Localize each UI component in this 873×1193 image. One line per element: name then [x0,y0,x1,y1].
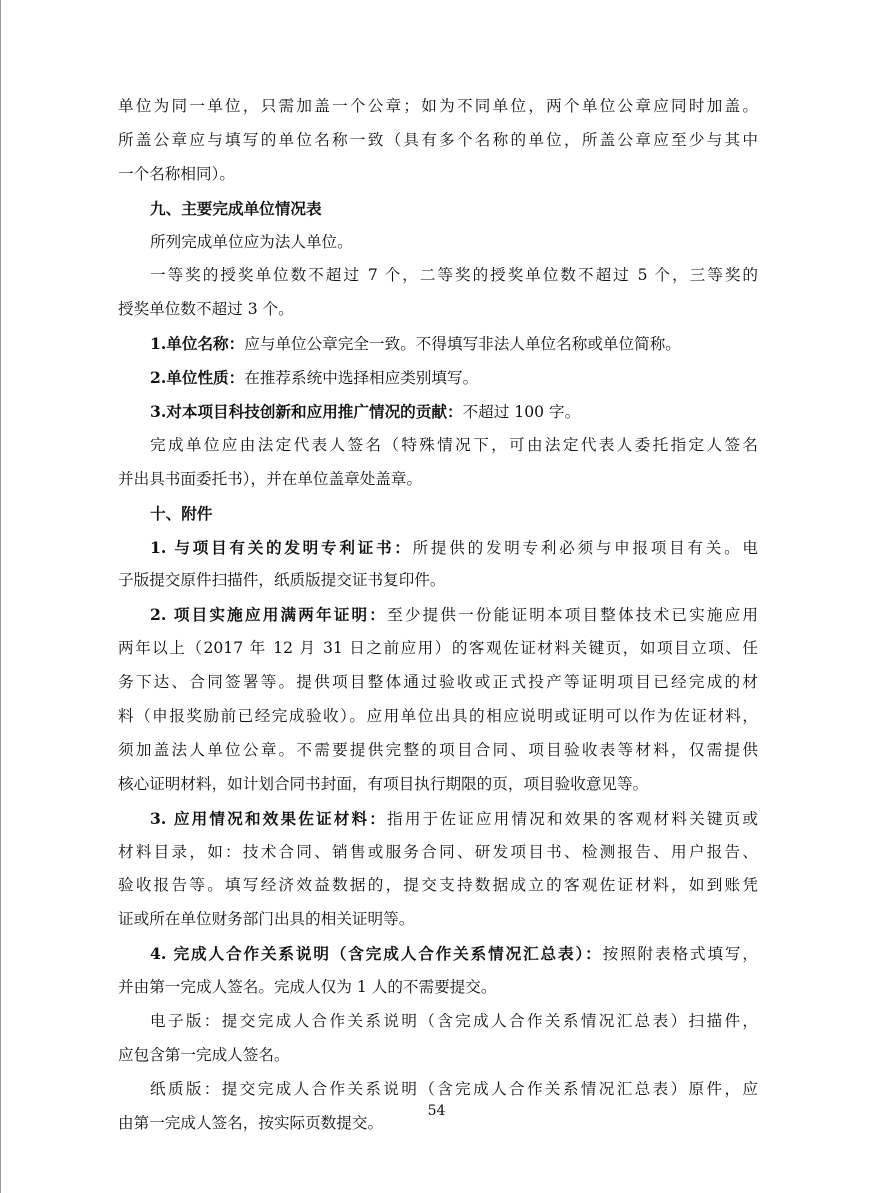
body-text-line: 所盖公章应与填写的单位名称一致（具有多个名称的单位，所盖公章应至少与其中 [118,130,758,149]
body-text-line: 纸质版：提交完成人合作关系说明（含完成人合作关系情况汇总表）原件，应 [150,1079,758,1098]
body-text-line: 子版提交原件扫描件，纸质版提交证书复印件。 [118,571,446,590]
body-text-line: 并出具书面委托书），并在单位盖章处盖章。 [118,469,423,488]
list-item-application-proof [118,802,758,836]
item-text: 应与单位公章完全一致。不得填写非法人单位名称或单位简称。 [244,335,681,354]
body-text-line: 授奖单位数不超过 3 个。 [118,300,294,319]
body-text-line: 务下达、合同签署等。提供项目整体通过验收或正式投产等证明项目已经完成的材 [118,673,758,692]
item-text: 所提供的发明专利必须与申报项目有关。电 [412,538,758,557]
item-label: 1. 与项目有关的发明专利证书： [150,537,413,557]
body-text-line: 须加盖法人单位公章。不需要提供完整的项目合同、项目验收表等材料，仅需提供 [118,740,758,759]
body-text-line: 单位为同一单位，只需加盖一个公章；如为不同单位，两个单位公章应同时加盖。 [118,97,758,115]
item-text: 指用于佐证应用情况和效果的客观材料关键页或 [387,809,758,828]
item-text: 至少提供一份能证明本项目整体技术已实施应用 [387,606,758,625]
body-text-line: 一等奖的授奖单位数不超过 7 个，二等奖的授奖单位数不超过 5 个，三等奖的 [150,266,758,285]
body-text-line: 所列完成单位应为法人单位。 [150,232,353,251]
body-text-line: 验收报告等。填写经济效益数据的，提交支持数据成立的客观佐证材料，如到账凭 [118,876,758,895]
page-edge [0,0,1,1193]
list-item-patent [118,531,758,565]
item-label: 3.对本项目科技创新和应用推广情况的贡献： [150,402,463,422]
item-text: 按照附表格式填写， [602,945,758,964]
body-text-line: 核心证明材料，如计划合同书封面，有项目执行期限的页，项目验收意见等。 [118,774,649,793]
section-heading-9: 九、主要完成单位情况表 [150,198,322,218]
item-label: 2.单位性质： [150,368,245,388]
body-text-line: 完成单位应由法定代表人签名（特殊情况下，可由法定代表人委托指定人签名 [150,435,758,454]
section-heading-10: 十、附件 [150,503,213,523]
body-text-line: 并由第一完成人签名。完成人仅为 1 人的不需要提交。 [118,978,497,997]
list-item-unit-type [118,361,758,395]
list-item-two-year-proof [118,598,758,632]
document-page [118,90,758,1141]
page-number: 54 [427,1103,446,1119]
body-text-line: 一个名称相同）。 [118,164,235,183]
item-label: 1.单位名称： [150,334,245,354]
item-label: 2. 项目实施应用满两年证明： [150,605,388,625]
item-text: 在推荐系统中选择相应类别填写。 [244,369,479,388]
item-label: 3. 应用情况和效果佐证材料： [150,808,388,828]
body-text-line: 电子版：提交完成人合作关系说明（含完成人合作关系情况汇总表）扫描件， [150,1012,758,1031]
body-text-line: 证或所在单位财务部门出具的相关证明等。 [118,910,415,929]
item-text: 不超过 100 字。 [462,403,581,422]
body-text-line: 材料目录，如：技术合同、销售或服务合同、研发项目书、检测报告、用户报告、 [118,842,758,861]
body-text-line: 料（申报奖励前已经完成验收）。应用单位出具的相应说明或证明可以作为佐证材料， [118,707,758,726]
list-item-unit-name [118,327,758,361]
body-text-line: 两年以上（2017 年 12 月 31 日之前应用）的客观佐证材料关键页，如项目立项、任 [118,639,758,658]
list-item-unit-contribution [118,395,758,429]
body-text-line: 由第一完成人签名，按实际页数提交。 [118,1113,384,1132]
list-item-cooperation [118,937,758,971]
body-text-line: 应包含第一完成人签名。 [118,1045,290,1064]
item-label: 4. 完成人合作关系说明（含完成人合作关系情况汇总表）： [150,944,603,964]
